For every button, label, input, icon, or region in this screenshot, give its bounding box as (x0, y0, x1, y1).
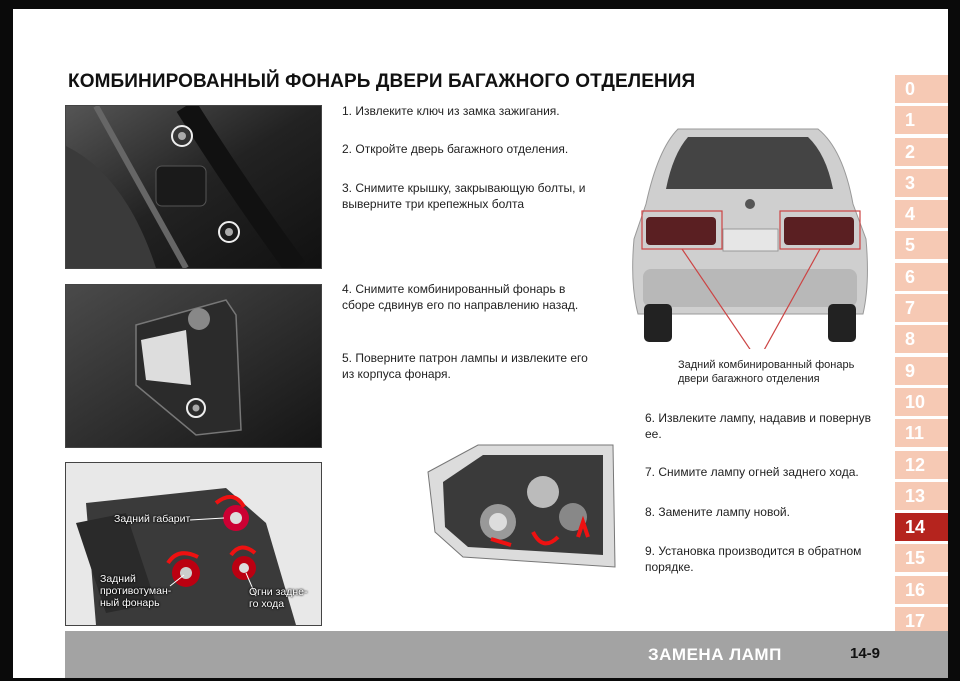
step-number: 1. (342, 104, 353, 118)
chapter-tab-1[interactable]: 1 (895, 106, 948, 134)
car-caption-line2: двери багажного отделения (678, 373, 820, 385)
page-title: КОМБИНИРОВАННЫЙ ФОНАРЬ ДВЕРИ БАГАЖНОГО ОТДЕЛЕНИЯ (68, 71, 696, 92)
callout-rear-fog-line1: Задний (100, 573, 136, 585)
step-8 (645, 505, 890, 521)
chapter-tab-17[interactable]: 17 (895, 607, 948, 635)
chapter-tab-4[interactable]: 4 (895, 200, 948, 228)
step-text: Откройте дверь багажного отделения. (355, 142, 569, 156)
chapter-tab-3[interactable]: 3 (895, 169, 948, 197)
photo-bulb-sockets (65, 462, 322, 626)
photo-lamp-removed (65, 284, 322, 448)
chapter-tab-7[interactable]: 7 (895, 294, 948, 322)
step-text: Извлеките ключ из замка зажигания. (355, 104, 560, 118)
chapter-tab-9[interactable]: 9 (895, 357, 948, 385)
step-number: 5. (342, 351, 353, 365)
step-2 (342, 142, 602, 158)
chapter-tab-11[interactable]: 11 (895, 419, 948, 447)
step-text: Замените лампу новой. (658, 505, 790, 519)
step-5 (342, 351, 592, 382)
chapter-tab-8[interactable]: 8 (895, 325, 948, 353)
step-number: 7. (645, 465, 656, 479)
step-number: 3. (342, 181, 353, 195)
callout-rear-marker: Задний габарит (114, 513, 191, 525)
lamp-removal-illustration (66, 285, 321, 447)
chapter-tab-5[interactable]: 5 (895, 231, 948, 259)
step-text: Поверните патрон лампы и извлеките его из корпуса фонаря. (342, 351, 588, 381)
chapter-tab-14[interactable]: 14 (895, 513, 948, 541)
step-text: Снимите крышку, закрывающую болты, и выверните три крепежных болта (342, 181, 586, 211)
callout-reverse (249, 586, 308, 610)
chapter-tab-16[interactable]: 16 (895, 576, 948, 604)
step-9 (645, 544, 890, 575)
lamp-assembly-image (423, 437, 619, 577)
car-rear-illustration (618, 109, 880, 349)
callout-rear-fog-line2: противотуман- (100, 585, 172, 597)
step-number: 9. (645, 544, 656, 558)
callout-rear-fog-line3: ный фонарь (100, 597, 160, 609)
step-3 (342, 181, 592, 212)
step-number: 8. (645, 505, 656, 519)
photo-bolts (65, 105, 322, 269)
callout-reverse-line2: го хода (249, 598, 285, 610)
step-number: 6. (645, 411, 656, 425)
car-caption-line1: Задний комбинированный фонарь (678, 359, 855, 371)
step-6 (645, 411, 890, 442)
callout-reverse-line1: Огни задне- (249, 586, 308, 598)
chapter-tabs (895, 75, 948, 638)
page-number: 14-9 (850, 645, 881, 662)
step-4 (342, 282, 592, 313)
chapter-tab-2[interactable]: 2 (895, 138, 948, 166)
step-text: Установка производится в обратном порядке. (645, 544, 862, 574)
step-text: Снимите лампу огней заднего хода. (658, 465, 859, 479)
chapter-tab-10[interactable]: 10 (895, 388, 948, 416)
car-caption (678, 358, 854, 386)
step-number: 4. (342, 282, 353, 296)
chapter-tab-0[interactable]: 0 (895, 75, 948, 103)
step-text: Извлеките лампу, надавив и повернув ее. (645, 411, 872, 441)
step-7 (645, 465, 890, 481)
footer-section-title: ЗАМЕНА ЛАМП (648, 645, 782, 664)
lamp-assembly-illustration (423, 437, 619, 577)
chapter-tab-15[interactable]: 15 (895, 544, 948, 572)
callout-rear-fog (100, 573, 171, 609)
car-rear-image (618, 109, 880, 349)
page-footer (65, 631, 948, 678)
manual-page (13, 9, 948, 678)
step-number: 2. (342, 142, 353, 156)
bolts-illustration (66, 106, 321, 268)
step-1 (342, 104, 602, 120)
chapter-tab-6[interactable]: 6 (895, 263, 948, 291)
step-text: Снимите комбинированный фонарь в сборе сдвинув его по направлению назад. (342, 282, 579, 312)
chapter-tab-13[interactable]: 13 (895, 482, 948, 510)
chapter-tab-12[interactable]: 12 (895, 451, 948, 479)
